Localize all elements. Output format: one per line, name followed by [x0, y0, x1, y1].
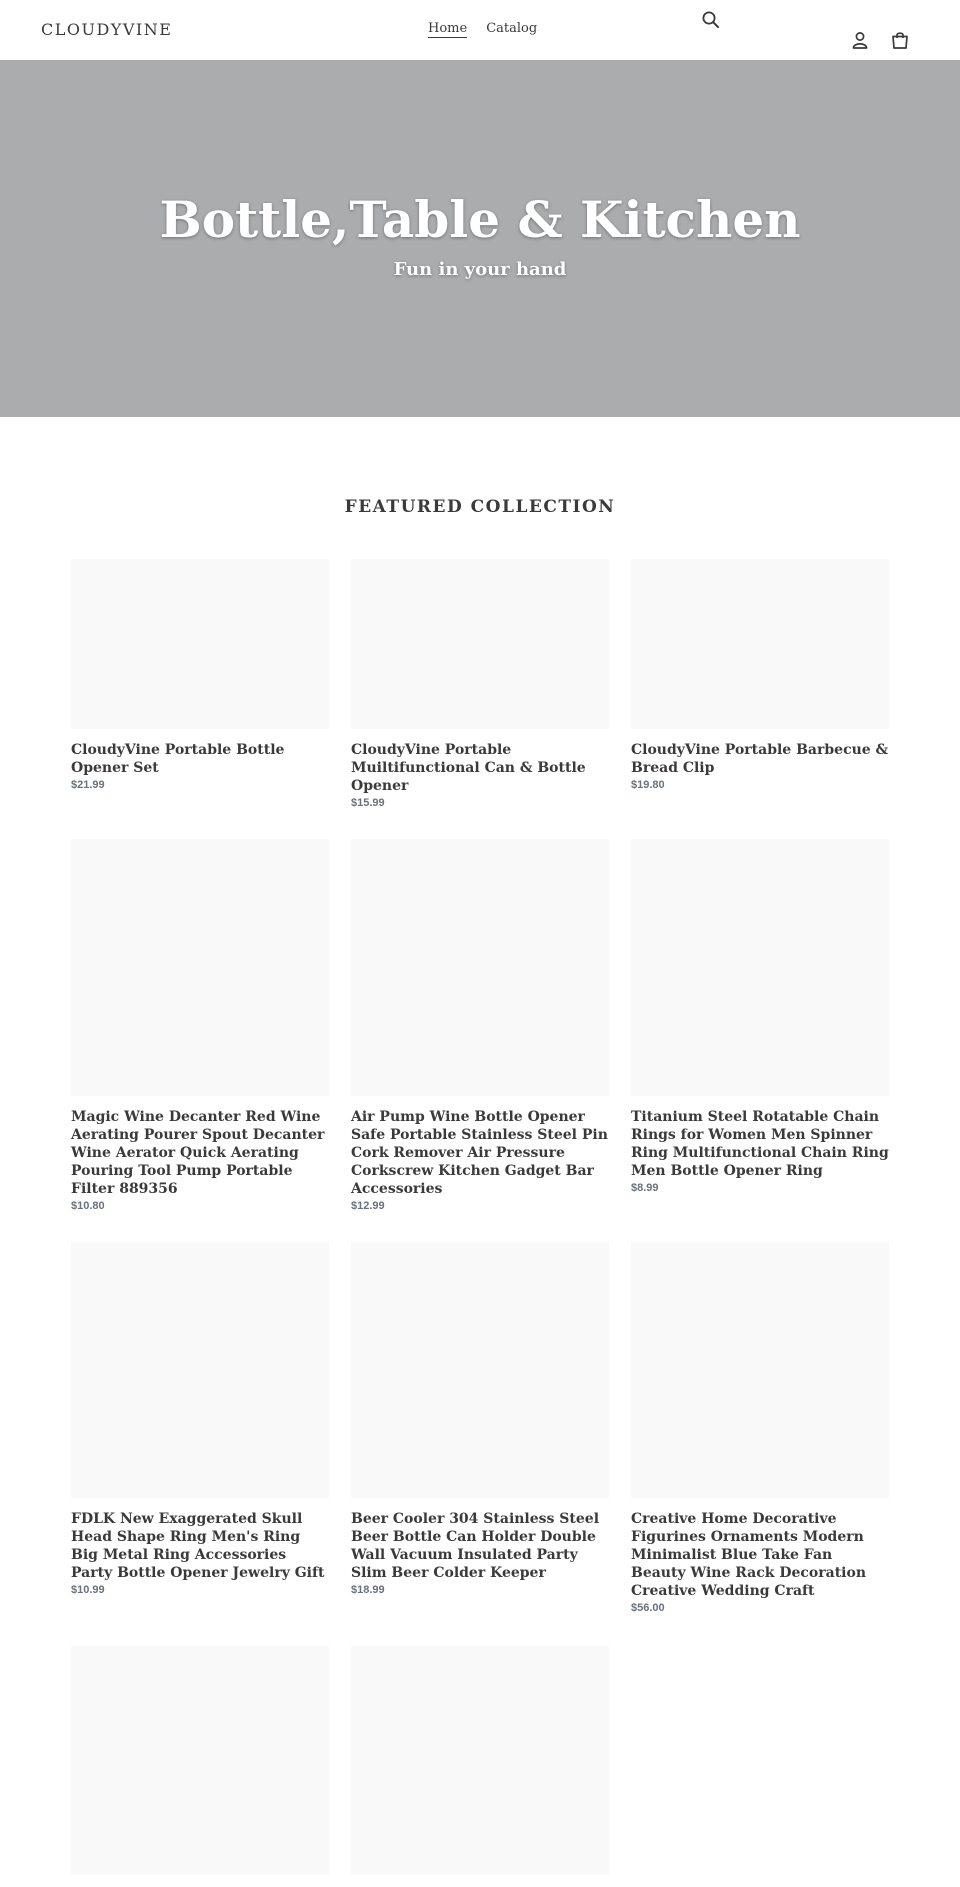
nav-catalog-link[interactable]: Catalog: [486, 21, 538, 36]
product-image[interactable]: [351, 1646, 609, 1875]
product-image[interactable]: [631, 839, 889, 1096]
store-logo[interactable]: CLOUDYVINE: [41, 20, 173, 39]
product-title[interactable]: FDLK New Exaggerated Skull Head Shape Ring Men's Ring Big Metal Ring Accessories Party Bottle Opener Jewelry Gift: [71, 1511, 325, 1581]
product-card[interactable]: [351, 1242, 609, 1596]
product-card[interactable]: [351, 559, 609, 809]
product-price: $18.99: [351, 1584, 385, 1596]
product-title[interactable]: CloudyVine Portable Barbecue & Bread Clip: [631, 742, 889, 776]
product-image[interactable]: [631, 559, 889, 729]
product-image[interactable]: [71, 1242, 329, 1498]
product-image[interactable]: [71, 1646, 329, 1875]
product-card[interactable]: [71, 1242, 329, 1596]
product-title[interactable]: CloudyVine Portable Muiltifunctional Can & Bottle Opener: [351, 742, 586, 794]
cart-icon[interactable]: [890, 30, 910, 50]
product-card[interactable]: [351, 839, 609, 1212]
product-card[interactable]: [631, 839, 889, 1194]
product-price: $12.99: [351, 1200, 385, 1212]
product-image[interactable]: [631, 1242, 889, 1498]
product-title[interactable]: CloudyVine Portable Bottle Opener Set: [71, 742, 285, 776]
product-title[interactable]: Beer Cooler 304 Stainless Steel Beer Bottle Can Holder Double Wall Vacuum Insulated Party Slim Beer Colder Keeper: [351, 1511, 600, 1581]
product-price: $19.80: [631, 779, 665, 791]
product-image[interactable]: [351, 839, 609, 1096]
site-header: [0, 0, 960, 60]
product-title[interactable]: Creative Home Decorative Figurines Ornaments Modern Minimalist Blue Take Fan Beauty Wine Rack Decoration Creative Wedding Craft: [631, 1511, 867, 1599]
product-price: $56.00: [631, 1602, 665, 1614]
product-price: $10.80: [71, 1200, 105, 1212]
hero-subtitle: Fun in your hand: [393, 259, 567, 280]
account-icon[interactable]: [850, 30, 870, 50]
nav-home-link[interactable]: Home: [428, 21, 468, 36]
product-price: $8.99: [631, 1182, 659, 1194]
hero-title: Bottle,Table & Kitchen: [159, 190, 801, 249]
product-card[interactable]: [71, 839, 329, 1212]
hero-banner: [0, 60, 960, 417]
product-card[interactable]: [631, 559, 889, 791]
product-image[interactable]: [71, 839, 329, 1096]
product-card[interactable]: [631, 1242, 889, 1614]
product-card[interactable]: [71, 559, 329, 791]
featured-collection-title: FEATURED COLLECTION: [344, 497, 616, 517]
product-image[interactable]: [351, 559, 609, 729]
product-image[interactable]: [351, 1242, 609, 1498]
product-price: $10.99: [71, 1584, 105, 1596]
search-icon[interactable]: [701, 10, 721, 30]
product-title[interactable]: Air Pump Wine Bottle Opener Safe Portable Stainless Steel Pin Cork Remover Air Pressure Corkscrew Kitchen Gadget Bar Accessories: [351, 1109, 608, 1197]
product-card[interactable]: [71, 1646, 329, 1887]
product-price: $21.99: [71, 779, 105, 791]
product-price: $15.99: [351, 797, 385, 809]
product-title[interactable]: Titanium Steel Rotatable Chain Rings for Women Men Spinner Ring Multifunctional Chain Ring Men Bottle Opener Ring: [631, 1109, 889, 1179]
main-nav: [428, 21, 537, 38]
product-title[interactable]: Magic Wine Decanter Red Wine Aerating Pourer Spout Decanter Wine Aerator Quick Aerating Pouring Tool Pump Portable Filter 889356: [71, 1109, 325, 1197]
product-image[interactable]: [71, 559, 329, 729]
product-card[interactable]: [351, 1646, 609, 1887]
